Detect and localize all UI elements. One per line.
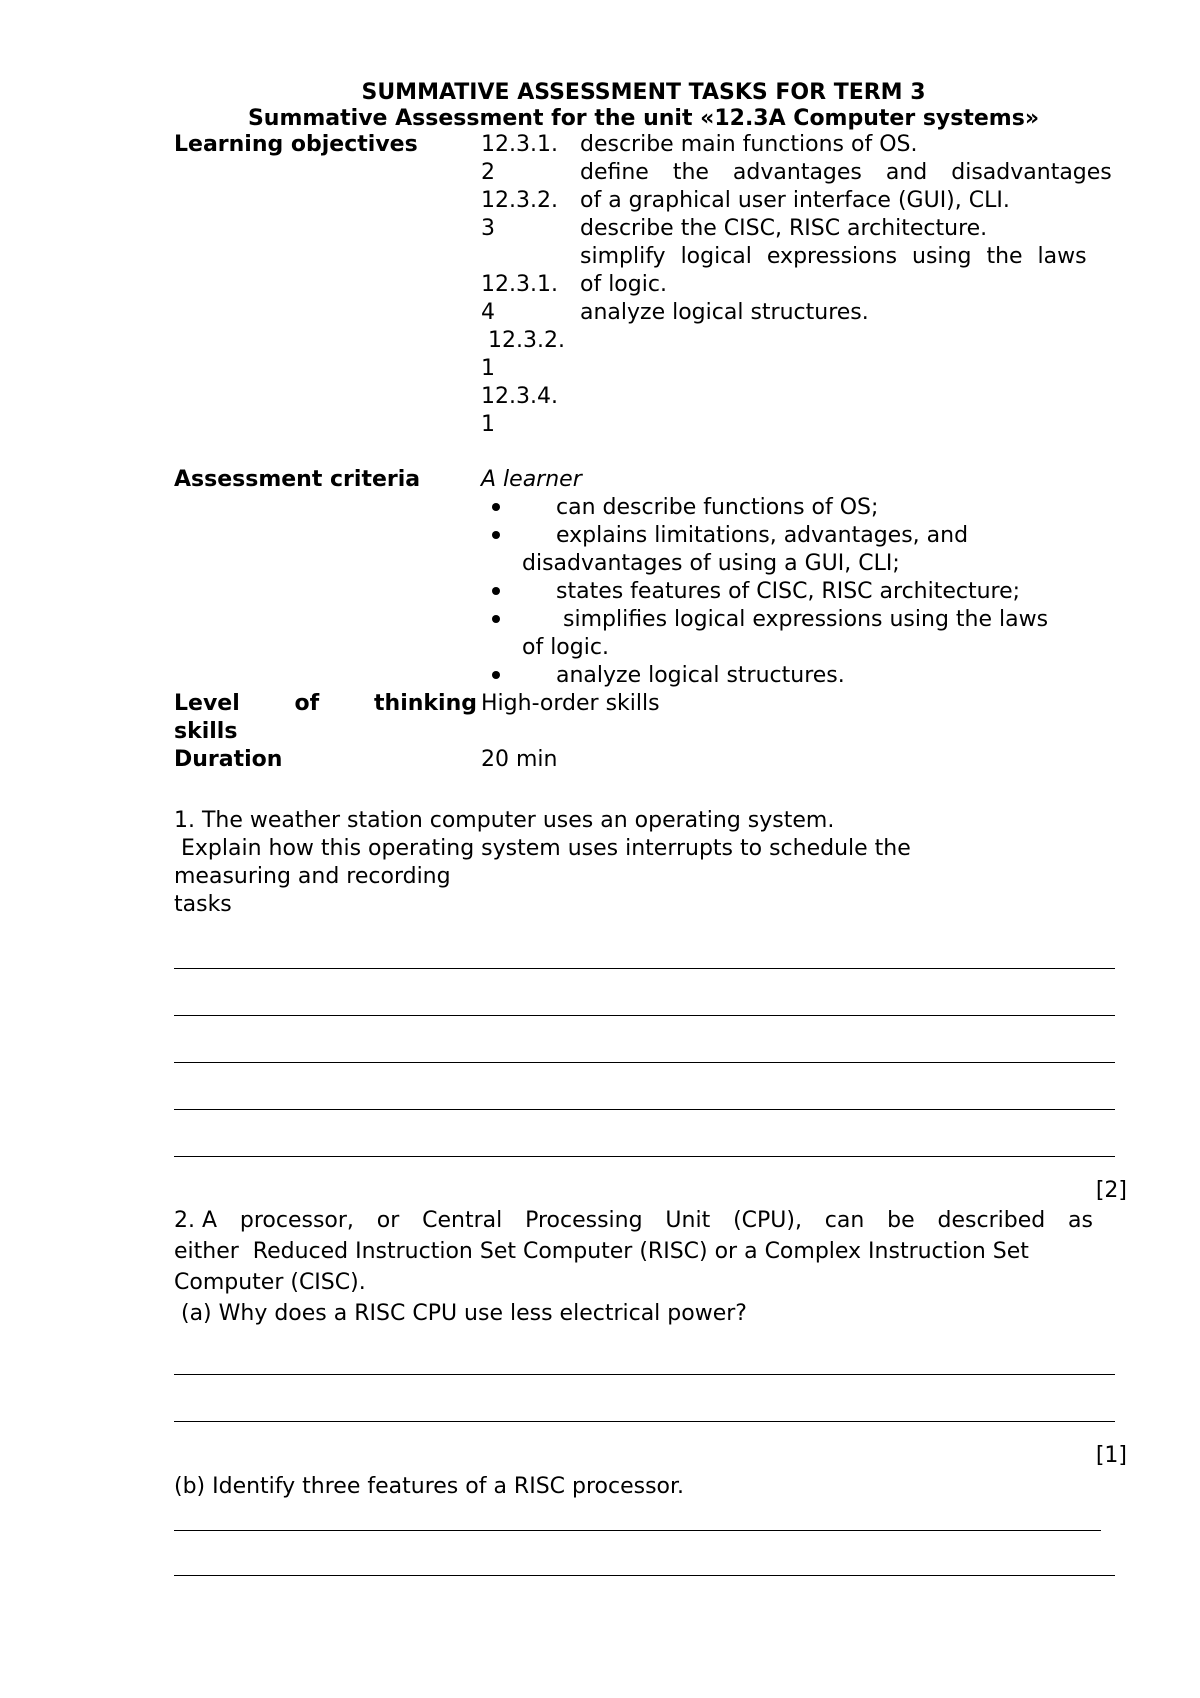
question-2-text: 2. A processor, or Central Processing Unit (CPU), can be described as <box>174 1208 1093 1233</box>
assessment-criteria-label: Assessment criteria <box>174 467 421 492</box>
criteria-item: disadvantages of using a GUI, CLI; <box>522 551 900 576</box>
objective-code: 12.3.1. <box>481 132 558 157</box>
answer-line[interactable] <box>174 1156 1115 1157</box>
criteria-item: analyze logical structures. <box>556 663 845 688</box>
criteria-item: of logic. <box>522 635 609 660</box>
answer-line[interactable] <box>174 1109 1115 1110</box>
answer-line[interactable] <box>174 1530 1101 1531</box>
question-2b-text: (b) Identify three features of a RISC processor. <box>174 1474 685 1499</box>
objective-code: 12.3.4. <box>481 384 558 409</box>
page-subtitle: Summative Assessment for the unit «12.3A Computer systems» <box>247 106 1040 131</box>
level-of-thinking-label: Level of thinking <box>174 691 477 716</box>
objective-text: describe main functions of OS. <box>580 132 918 157</box>
objective-text: of logic. <box>580 272 667 297</box>
objective-code: 12.3.1. <box>481 272 558 297</box>
criteria-item: states features of CISC, RISC architecture; <box>556 579 1021 604</box>
criteria-item: can describe functions of OS; <box>556 495 879 520</box>
objective-code: 3 <box>481 216 495 241</box>
learning-objectives-label: Learning objectives <box>174 132 418 157</box>
question-2a-text: (a) Why does a RISC CPU use less electrical power? <box>174 1301 747 1326</box>
duration-value: 20 min <box>481 747 558 772</box>
answer-line[interactable] <box>174 968 1115 969</box>
objective-code: 12.3.2. <box>481 188 558 213</box>
page-title: SUMMATIVE ASSESSMENT TASKS FOR TERM 3 <box>361 80 926 105</box>
bullet-icon <box>492 531 500 539</box>
answer-line[interactable] <box>174 1575 1115 1576</box>
objective-text: describe the CISC, RISC architecture. <box>580 216 988 241</box>
answer-line[interactable] <box>174 1421 1115 1422</box>
marks-label: [1] <box>1095 1443 1127 1468</box>
objective-code: 12.3.2. <box>481 328 565 353</box>
question-1-text: measuring and recording <box>174 864 451 889</box>
objective-text: simplify logical expressions using the laws <box>580 244 1087 269</box>
objective-code: 2 <box>481 160 495 185</box>
question-1-text: Explain how this operating system uses interrupts to schedule the <box>174 836 911 861</box>
objective-text: of a graphical user interface (GUI), CLI. <box>580 188 1010 213</box>
question-2-text: Computer (CISC). <box>174 1270 366 1295</box>
question-1-text: tasks <box>174 892 232 917</box>
bullet-icon <box>492 615 500 623</box>
answer-line[interactable] <box>174 1062 1115 1063</box>
objective-code: 1 <box>481 412 495 437</box>
answer-line[interactable] <box>174 1374 1115 1375</box>
criteria-item: explains limitations, advantages, and <box>556 523 969 548</box>
level-of-thinking-label-line2: skills <box>174 719 238 744</box>
answer-line[interactable] <box>174 1015 1115 1016</box>
objective-code: 1 <box>481 356 495 381</box>
marks-label: [2] <box>1095 1178 1127 1203</box>
assessment-criteria-intro: A learner <box>481 467 582 492</box>
criteria-item: simplifies logical expressions using the laws <box>556 607 1049 632</box>
bullet-icon <box>492 671 500 679</box>
question-2-text: either Reduced Instruction Set Computer (RISC) or a Complex Instruction Set <box>174 1239 1029 1264</box>
objective-text: analyze logical structures. <box>580 300 869 325</box>
bullet-icon <box>492 503 500 511</box>
objective-code: 4 <box>481 300 495 325</box>
question-1-text: 1. The weather station computer uses an operating system. <box>174 808 835 833</box>
bullet-icon <box>492 587 500 595</box>
duration-label: Duration <box>174 747 283 772</box>
objective-text: define the advantages and disadvantages <box>580 160 1112 185</box>
level-of-thinking-value: High-order skills <box>481 691 660 716</box>
